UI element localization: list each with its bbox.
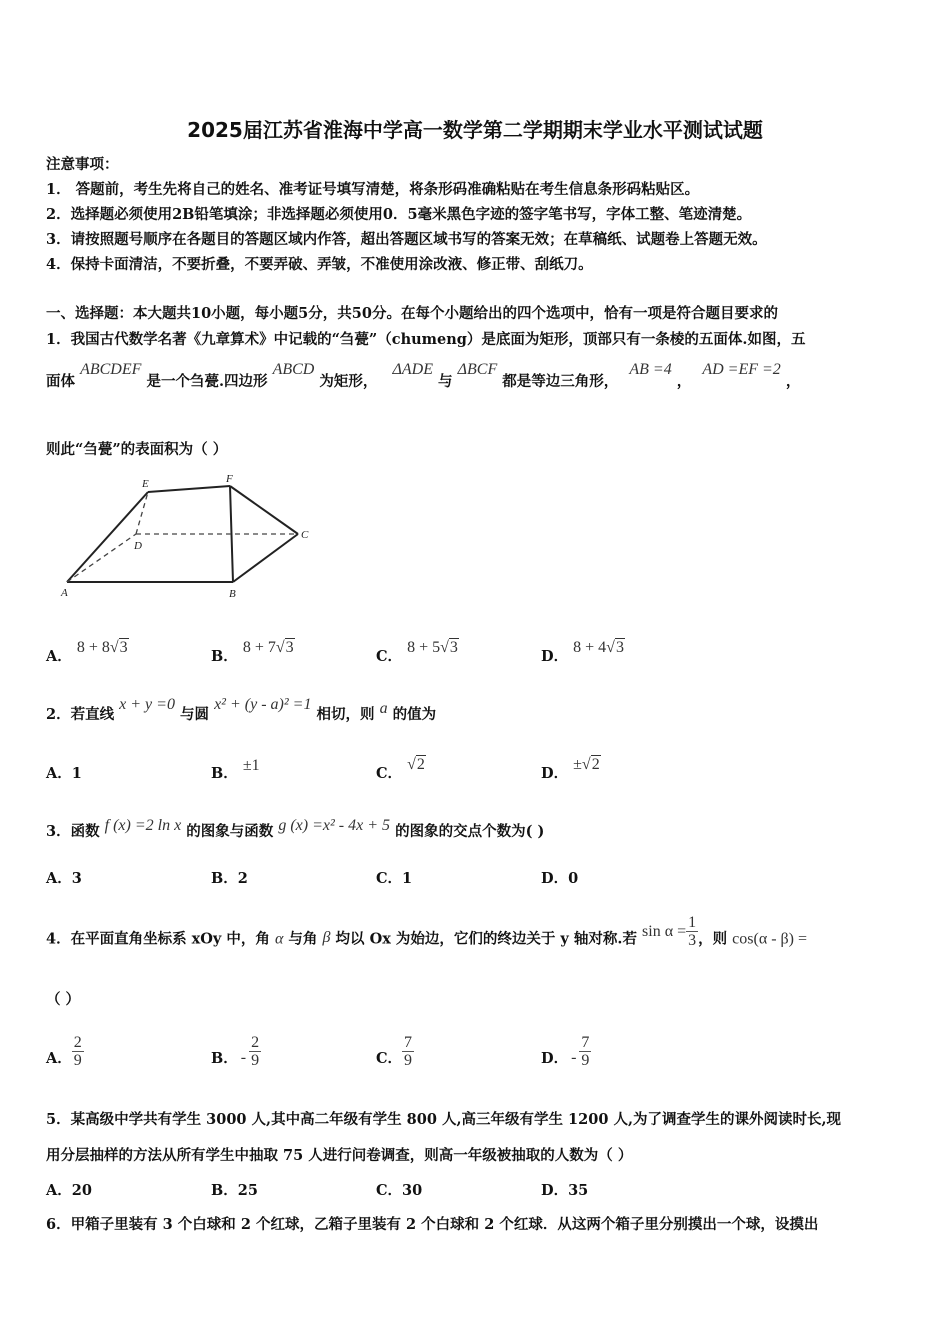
q4-option-d[interactable]: D． - $\frac{7}{9}$ (541, 1034, 590, 1069)
q4-text: ，则 (698, 930, 728, 948)
option-value: 8 + 8√3 (76, 639, 128, 656)
q3-text: 的图象的交点个数为( ) (395, 823, 545, 840)
q2-option-a[interactable]: A．1 (46, 765, 82, 782)
option-label: A． (46, 648, 72, 665)
vertex-label-e: E (142, 478, 149, 490)
q1-text: 是一个刍甍.四边形 (146, 373, 268, 390)
edge-ae (67, 492, 148, 582)
q2-option-c[interactable]: C． √2 (376, 756, 425, 782)
q5-option-c[interactable]: C．30 (376, 1182, 423, 1199)
q1-math: AD =EF =2 (702, 361, 781, 378)
q1-text: ， (676, 373, 692, 390)
q1-option-a[interactable] (46, 639, 129, 666)
notice-header: 注意事项： (46, 156, 119, 173)
vertex-label-c: C (301, 529, 309, 541)
q4-option-b[interactable]: B． - $\frac{2}{9}$ (211, 1034, 260, 1069)
q1-line2 (46, 361, 801, 391)
q3-option-d[interactable]: D．0 (541, 870, 579, 887)
edge-ad-hidden (67, 534, 136, 582)
option-label: B． (211, 648, 238, 665)
page-title: 2025届江苏省淮海中学高一数学第二学期期末学业水平测试试题 (187, 118, 763, 142)
vertex-label-f: F (226, 473, 233, 485)
option-label: D． (541, 648, 569, 665)
q1-math: ABCD (272, 361, 315, 378)
q2-option-d[interactable]: D． ±√2 (541, 756, 600, 782)
q5-line2: 用分层抽样的方法从所有学生中抽取 75 人进行问卷调查，则高一年级被抽取的人数为（ ） (46, 1147, 633, 1164)
notice-item: 4．保持卡面清洁，不要折叠，不要弄破、弄皱，不准使用涂改液、修正带、刮纸刀。 (46, 256, 593, 273)
q4-fraction: $\frac{1}{3}$ (688, 914, 697, 949)
q2-math: x² + (y - a)² =1 (214, 696, 312, 713)
q2-text: 相切，则 (316, 706, 375, 723)
q1-option-d[interactable] (541, 639, 625, 666)
q2-text: 与圆 (180, 706, 210, 723)
edge-ef (148, 486, 230, 492)
q3-math: f (x) =2 ln x (104, 817, 182, 834)
q1-text: 为矩形， (319, 373, 378, 390)
q5-option-d[interactable]: D．35 (541, 1182, 589, 1199)
q2-math: x + y =0 (119, 696, 175, 713)
q5-option-a[interactable]: A．20 (46, 1182, 92, 1199)
q4-stem (46, 914, 808, 957)
q4-option-c[interactable]: C． $\frac{7}{9}$ (376, 1034, 413, 1069)
q2-text: 的值为 (392, 706, 437, 723)
q3-option-c[interactable]: C．1 (376, 870, 413, 887)
q1-math: ABCDEF (80, 361, 142, 378)
q3-text: 的图象与函数 (186, 823, 274, 840)
section-heading: 一、选择题：本大题共10小题，每小题5分，共50分。在每个小题给出的四个选项中，恰有一项是符合题目要求的 (46, 305, 778, 322)
vertex-label-d: D (134, 540, 142, 552)
notice-item: 2．选择题必须使用2B铅笔填涂；非选择题必须使用0．5毫米黑色字迹的签字笔书写，字体工整、笔迹清楚。 (46, 206, 752, 223)
q4-option-a[interactable]: A． $\frac{2}{9}$ (46, 1034, 82, 1069)
q4-text: 与角 (288, 930, 318, 948)
q5-option-b[interactable]: B．25 (211, 1182, 258, 1199)
option-value: 8 + 7√3 (242, 639, 294, 656)
vertex-label-b: B (229, 588, 236, 600)
q4-math: β (322, 928, 331, 946)
q1-math: ΔBCF (457, 361, 498, 378)
q1-option-c[interactable] (376, 639, 459, 666)
q4-math: sin α = (642, 922, 687, 940)
q2-math: a (379, 700, 388, 717)
q1-option-b[interactable] (211, 639, 295, 666)
edge-bc (233, 534, 298, 582)
q4-math: cos(α - β) = (732, 930, 808, 948)
edge-fc (230, 486, 298, 534)
q4-text: 4．在平面直角坐标系 xOy 中，角 (46, 930, 270, 948)
q3-text: 3．函数 (46, 823, 100, 840)
notice-item: 1． 答题前，考生先将自己的姓名、准考证号填写清楚，将条形码准确粘贴在考生信息条形码粘贴区。 (46, 181, 700, 198)
q1-line3: 则此“刍甍”的表面积为（ ） (46, 441, 228, 458)
q1-text: 都是等边三角形， (502, 373, 619, 390)
chumeng-figure (58, 472, 320, 604)
vertex-label-a: A (61, 587, 68, 599)
q1-text: 与 (438, 373, 453, 390)
q1-text: ， (785, 373, 801, 390)
q3-option-b[interactable]: B．2 (211, 870, 248, 887)
q1-math: ΔADE (392, 361, 433, 378)
option-value: 8 + 5√3 (407, 639, 458, 656)
q2-stem (46, 696, 437, 724)
q2-text: 2．若直线 (46, 706, 115, 723)
q1-text: 面体 (46, 373, 75, 390)
option-label: C． (376, 648, 403, 665)
q1-math: AB =4 (629, 361, 672, 378)
q3-option-a[interactable]: A．3 (46, 870, 82, 887)
q3-stem (46, 817, 545, 841)
q5-line1: 5．某高级中学共有学生 3000 人,其中高二年级有学生 800 人,高三年级有学生 1200 人,为了调查学生的课外阅读时长,现 (46, 1111, 842, 1128)
q6-line1: 6．甲箱子里装有 3 个白球和 2 个红球，乙箱子里装有 2 个白球和 2 个红球．从这两个箱子里分别摸出一个球，设摸出 (46, 1216, 819, 1233)
q4-text: 均以 Ox 为始边，它们的终边关于 y 轴对称.若 (335, 930, 637, 948)
q2-option-b[interactable]: B． ±1 (211, 757, 260, 782)
q1-line1: 1．我国古代数学名著《九章算术》中记载的“刍甍”（chumeng）是底面为矩形，顶部只有一条棱的五面体.如图，五 (46, 331, 806, 348)
option-value: ±√2 (573, 756, 600, 773)
option-value: 8 + 4√3 (573, 639, 624, 656)
q3-math: g (x) =x² - 4x + 5 (278, 817, 391, 834)
q4-math: α (274, 930, 284, 948)
q4-line2: （ ） (46, 991, 81, 1008)
notice-item: 3．请按照题号顺序在各题目的答题区域内作答，超出答题区域书写的答案无效；在草稿纸、试题卷上答题无效。 (46, 231, 767, 248)
